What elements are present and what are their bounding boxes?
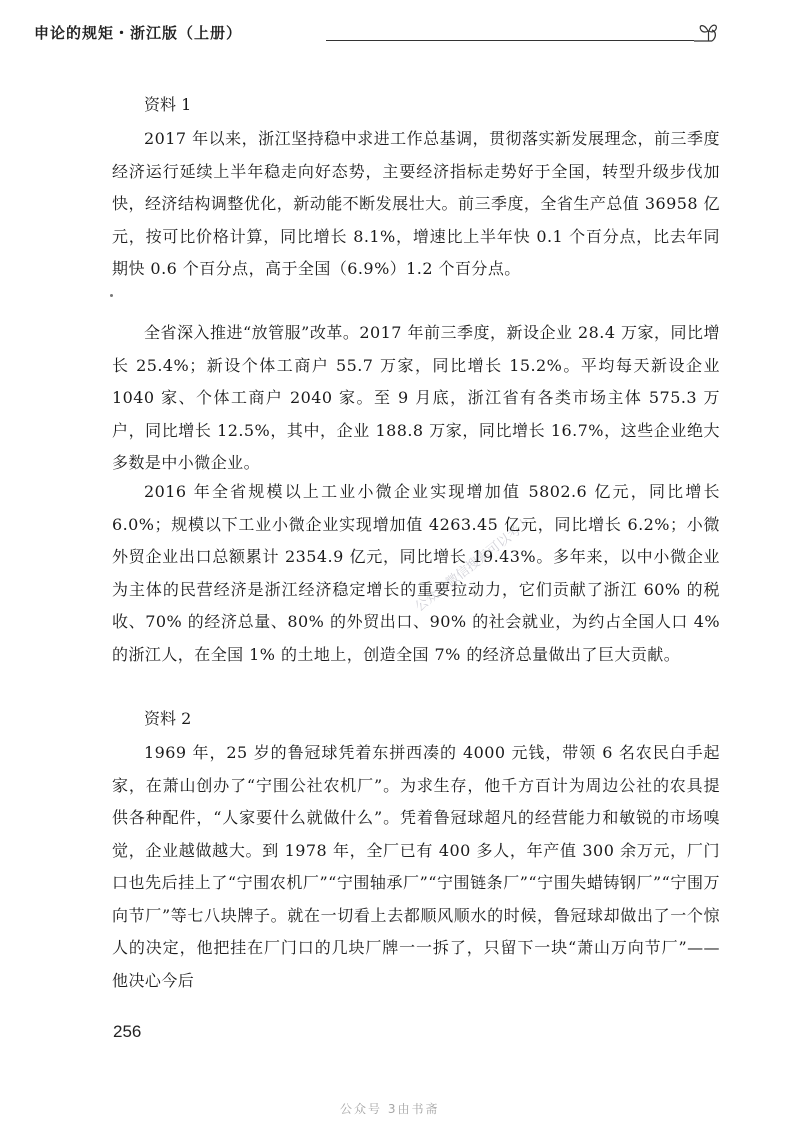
header-rule <box>326 40 694 41</box>
body-paragraph: 2016 年全省规模以上工业小微企业实现增加值 5802.6 亿元，同比增长 6.0%；规模以下工业小微企业实现增加值 4263.45 亿元，同比增长 6.2%；小微外贸企业出口总额累计 2354.9 亿元，同比增长 19.43%。多年来，以中小微企业为主体的民营经济是浙江经济稳定增长的重要拉动力，它们贡献了浙江 60% 的税收、70% 的经济总量、80% 的外贸出口、90% 的社会就业，为约占全国人口 4% 的浙江人，在全国 1% 的土地上，创造全国 7% 的经济总量做出了巨大贡献。 <box>112 482 720 664</box>
body-paragraph: 全省深入推进“放管服”改革。2017 年前三季度，新设企业 28.4 万家，同比增长 25.4%；新设个体工商户 55.7 万家，同比增长 15.2%。平均每天新设企业 1040 家、个体工商户 2040 家。至 9 月底，浙江省有各类市场主体 575.3 万户，同比增长 12.5%，其中，企业 188.8 万家，同比增长 16.7%，这些企业绝大多数是中小微企业。 <box>112 323 720 472</box>
running-header <box>34 20 714 50</box>
section-heading: 资料 2 <box>144 709 192 728</box>
body-paragraph: 1969 年，25 岁的鲁冠球凭着东拼西凑的 4000 元钱，带领 6 名农民白手起家，在萧山创办了“宁围公社农机厂”。为求生存，他千方百计为周边公社的农具提供各种配件，“人家要什么就做什么”。凭着鲁冠球超凡的经营能力和敏锐的市场嗅觉，企业越做越大。到 1978 年，全厂已有 400 多人，年产值 300 余万元，厂门口也先后挂上了“宁围农机厂”“宁围轴承厂”“宁围链条厂”“宁围失蜡铸钢厂”“宁围万向节厂”等七八块牌子。就在一切看上去都顺风顺水的时候，鲁冠球却做出了一个惊人的决定，他把挂在厂门口的几块厂牌一一拆了，只留下一块“萧山万向节厂”——他决心今后 <box>112 743 720 990</box>
book-title: 申论的规矩・浙江版（上册） <box>34 24 243 42</box>
body-paragraph: 2017 年以来，浙江坚持稳中求进工作总基调，贯彻落实新发展理念，前三季度经济运行延续上半年稳走向好态势，主要经济指标走势好于全国，转型升级步伐加快，经济结构调整优化，新动能不断发展壮大。前三季度，全省生产总值 36958 亿元，按可比价格计算，同比增长 8.1%，增速比上半年快 0.1 个百分点，比去年同期快 0.6 个百分点，高于全国（6.9%）1.2 个百分点。 <box>112 129 720 278</box>
page-number: 256 <box>113 1022 142 1041</box>
sprout-ornament-icon <box>690 20 720 50</box>
scan-speck <box>110 294 113 297</box>
section-heading: 资料 1 <box>144 95 192 114</box>
watermark: 公众号微信搜索可以考上 <box>412 515 535 615</box>
footer-mark: 公众号 3由书斋 <box>340 1102 440 1116</box>
